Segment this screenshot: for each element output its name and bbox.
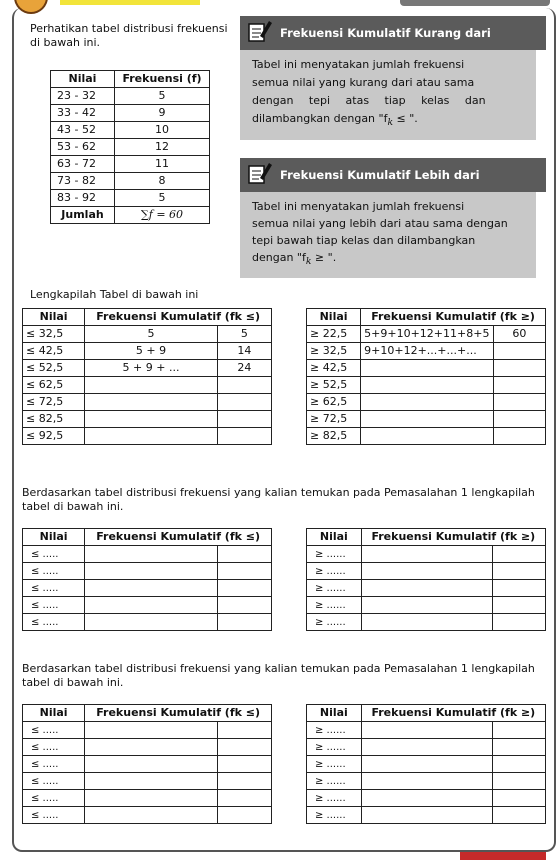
nilai-cell: ≥ ......: [307, 546, 362, 563]
blank-greater-table-2: [306, 704, 546, 824]
header-fk-ge: Frekuensi Kumulatif (fk ≥): [361, 309, 546, 326]
table-row: [307, 773, 546, 790]
pencil-notebook-icon: [246, 160, 272, 186]
blank-value-cell: [493, 773, 546, 790]
blank-value-cell: [493, 597, 546, 614]
header-fk-ge: Frekuensi Kumulatif (fk ≥): [361, 705, 545, 722]
nilai-cell: ≥ ......: [307, 563, 362, 580]
cumulative-value-cell: [493, 343, 545, 360]
box-greater-title: Frekuensi Kumulatif Lebih dari: [280, 168, 480, 182]
blank-value-cell: [493, 546, 546, 563]
nilai-cell: ≤ 82,5: [23, 411, 85, 428]
table-row: [51, 88, 210, 105]
header-fk-le: Frekuensi Kumulatif (fk ≤): [85, 529, 272, 546]
blank-less-table-2: [22, 704, 272, 824]
nilai-cell: ≥ 52,5: [307, 377, 361, 394]
box-greater-line-1: Tabel ini menyatakan jumlah frekuensi: [252, 200, 465, 213]
nilai-cell: 83 - 92: [51, 190, 115, 207]
box-less-header: [240, 16, 546, 50]
distribution-table: [50, 70, 210, 224]
nilai-cell: ≥ ......: [307, 722, 362, 739]
cumulative-value-cell: 14: [217, 343, 271, 360]
blank-value-cell: [217, 597, 271, 614]
instruction-2-line-2: tabel di bawah ini.: [22, 500, 124, 513]
header-strip-yellow: [60, 0, 200, 5]
table-row: [307, 546, 546, 563]
nilai-cell: ≤ .....: [23, 739, 85, 756]
cumulative-value-cell: [217, 428, 271, 445]
blank-sum-cell: [361, 790, 493, 807]
header-nilai: Nilai: [307, 309, 361, 326]
blank-sum-cell: [85, 614, 218, 631]
table-row: [51, 156, 210, 173]
table-row: [307, 580, 546, 597]
table-row: [307, 394, 546, 411]
table-row: [23, 343, 272, 360]
nilai-cell: 53 - 62: [51, 139, 115, 156]
blank-sum-cell: [361, 773, 493, 790]
nilai-cell: ≥ 82,5: [307, 428, 361, 445]
cumulative-value-cell: [493, 360, 545, 377]
cumulative-value-cell: [493, 394, 545, 411]
blank-value-cell: [217, 546, 271, 563]
blank-value-cell: [493, 807, 546, 824]
blank-sum-cell: [361, 580, 493, 597]
blank-sum-cell: [85, 597, 218, 614]
blank-value-cell: [493, 580, 546, 597]
box-greater-line-3: tepi bawah tiap kelas dan dilambangkan: [252, 234, 476, 247]
header-nilai: Nilai: [23, 705, 85, 722]
nilai-cell: 23 - 32: [51, 88, 115, 105]
nilai-cell: ≥ ......: [307, 597, 362, 614]
nilai-cell: ≤ .....: [23, 722, 85, 739]
frekuensi-cell: 5: [115, 88, 210, 105]
header-nilai: Nilai: [307, 529, 362, 546]
blank-value-cell: [217, 580, 271, 597]
nilai-cell: ≤ .....: [23, 597, 85, 614]
table-row: [23, 394, 272, 411]
table-row: [307, 360, 546, 377]
blank-value-cell: [217, 563, 271, 580]
nilai-cell: 43 - 52: [51, 122, 115, 139]
box-greater-body: Tabel ini menyatakan jumlah frekuensi semua nilai yang lebih dari atau sama dengan tepi bawah tiap kelas dan dilambangkan dengan "$f_k$ ≥ ".: [240, 192, 536, 278]
blank-sum-cell: [361, 597, 493, 614]
table-row: [307, 326, 546, 343]
box-greater-line-4: dengan "f: [252, 251, 306, 264]
box-less-line-3: dengan tepi atas tiap kelas dan: [252, 94, 486, 107]
table-row: [51, 122, 210, 139]
nilai-cell: ≤ 72,5: [23, 394, 85, 411]
table-row: [23, 756, 272, 773]
table-row: [23, 377, 272, 394]
blank-sum-cell: [361, 756, 493, 773]
cumulative-sum-cell: [85, 394, 218, 411]
table-row: [23, 546, 272, 563]
blank-sum-cell: [85, 546, 218, 563]
nilai-cell: ≤ .....: [23, 580, 85, 597]
blank-value-cell: [493, 722, 546, 739]
nilai-cell: ≤ .....: [23, 614, 85, 631]
table-row: [51, 105, 210, 122]
header-fk-le: Frekuensi Kumulatif (fk ≤): [85, 705, 272, 722]
total-label: Jumlah: [51, 207, 115, 224]
blank-sum-cell: [85, 807, 218, 824]
table-row: [23, 773, 272, 790]
header-fk-ge: Frekuensi Kumulatif (fk ≥): [361, 529, 545, 546]
cumulative-sum-cell: [85, 377, 218, 394]
frekuensi-cell: 9: [115, 105, 210, 122]
nilai-cell: ≤ 42,5: [23, 343, 85, 360]
blank-sum-cell: [85, 756, 218, 773]
blank-sum-cell: [85, 773, 218, 790]
blank-value-cell: [493, 739, 546, 756]
table-row: [23, 428, 272, 445]
cumulative-sum-cell: 5+9+10+12+11+8+5: [361, 326, 494, 343]
nilai-cell: ≥ 72,5: [307, 411, 361, 428]
blank-sum-cell: [361, 739, 493, 756]
table-row: [307, 597, 546, 614]
table-row: [51, 173, 210, 190]
blank-value-cell: [493, 563, 546, 580]
nilai-cell: 33 - 42: [51, 105, 115, 122]
blank-sum-cell: [361, 614, 493, 631]
cumulative-sum-cell: 9+10+12+...+...+...: [361, 343, 494, 360]
cumulative-value-cell: [493, 411, 545, 428]
nilai-cell: ≥ ......: [307, 790, 362, 807]
box-greater-line-2: semua nilai yang lebih dari atau sama dengan: [252, 217, 508, 230]
nilai-cell: ≤ .....: [23, 790, 85, 807]
nilai-cell: ≤ .....: [23, 563, 85, 580]
nilai-cell: 63 - 72: [51, 156, 115, 173]
blank-sum-cell: [85, 739, 218, 756]
cumulative-sum-cell: [361, 377, 494, 394]
table-row: [307, 790, 546, 807]
table-row: [23, 326, 272, 343]
table-row: [23, 411, 272, 428]
frekuensi-cell: 10: [115, 122, 210, 139]
nilai-cell: ≤ 32,5: [23, 326, 85, 343]
blank-value-cell: [217, 722, 271, 739]
total-value: ∑f = 60: [115, 207, 210, 224]
nilai-cell: ≥ 62,5: [307, 394, 361, 411]
table-row: [307, 411, 546, 428]
footer-badge: [460, 852, 546, 860]
intro-line-1: Perhatikan tabel distribusi frekuensi: [30, 22, 228, 35]
pencil-notebook-icon: [246, 18, 272, 44]
nilai-cell: ≤ .....: [23, 807, 85, 824]
cumulative-sum-cell: [85, 411, 218, 428]
blank-sum-cell: [85, 722, 218, 739]
blank-value-cell: [217, 739, 271, 756]
frekuensi-cell: 5: [115, 190, 210, 207]
table-row: [51, 190, 210, 207]
cumulative-sum-cell: 5: [85, 326, 218, 343]
nilai-cell: ≤ 62,5: [23, 377, 85, 394]
nilai-cell: ≤ .....: [23, 756, 85, 773]
header-frekuensi: Frekuensi (f): [115, 71, 210, 88]
table-row: [307, 722, 546, 739]
table-row: [307, 377, 546, 394]
blank-sum-cell: [361, 807, 493, 824]
nilai-cell: ≤ 52,5: [23, 360, 85, 377]
table-row: [23, 807, 272, 824]
blank-value-cell: [217, 773, 271, 790]
box-less-symbol: ≤ ".: [396, 112, 418, 125]
box-greater-symbol: ≥ ".: [314, 251, 337, 264]
nilai-cell: ≤ .....: [23, 773, 85, 790]
table-row: [23, 597, 272, 614]
table-row: [23, 360, 272, 377]
blank-value-cell: [493, 756, 546, 773]
table-row: [23, 722, 272, 739]
instruction-3-line-2: tabel di bawah ini.: [22, 676, 124, 689]
blank-less-table-1: [22, 528, 272, 631]
nilai-cell: ≥ 32,5: [307, 343, 361, 360]
blank-value-cell: [217, 756, 271, 773]
instruction-1: Lengkapilah Tabel di bawah ini: [30, 288, 199, 301]
cumulative-value-cell: [493, 377, 545, 394]
table-row: [307, 756, 546, 773]
nilai-cell: ≥ ......: [307, 580, 362, 597]
header-nilai: Nilai: [307, 705, 362, 722]
table-row: [23, 739, 272, 756]
box-less-line-4: dilambangkan dengan "f: [252, 112, 388, 125]
blank-sum-cell: [85, 790, 218, 807]
nilai-cell: 73 - 82: [51, 173, 115, 190]
blank-sum-cell: [85, 580, 218, 597]
intro-line-2: di bawah ini.: [30, 36, 101, 49]
cumulative-value-cell: 60: [493, 326, 545, 343]
blank-sum-cell: [361, 722, 493, 739]
table-row: [307, 428, 546, 445]
box-less-line-2: semua nilai yang kurang dari atau sama: [252, 76, 475, 89]
cumulative-sum-cell: [85, 428, 218, 445]
header-fk-le: Frekuensi Kumulatif (fk ≤): [85, 309, 272, 326]
cumulative-sum-cell: [361, 394, 494, 411]
box-less-line-1: Tabel ini menyatakan jumlah frekuensi: [252, 58, 465, 71]
blank-value-cell: [493, 790, 546, 807]
cumulative-greater-table: [306, 308, 546, 445]
instruction-3-line-1: Berdasarkan tabel distribusi frekuensi yang kalian temukan pada Pemasalahan 1 lengkapilah: [22, 662, 535, 675]
nilai-cell: ≤ .....: [23, 546, 85, 563]
blank-greater-table-1: [306, 528, 546, 631]
frekuensi-cell: 8: [115, 173, 210, 190]
table-row: [307, 343, 546, 360]
frekuensi-cell: 11: [115, 156, 210, 173]
box-less-title: Frekuensi Kumulatif Kurang dari: [280, 26, 491, 40]
table-row: [51, 139, 210, 156]
cumulative-value-cell: 5: [217, 326, 271, 343]
table-row: [307, 563, 546, 580]
blank-value-cell: [493, 614, 546, 631]
nilai-cell: ≥ ......: [307, 773, 362, 790]
frekuensi-cell: 12: [115, 139, 210, 156]
nilai-cell: ≥ 42,5: [307, 360, 361, 377]
cumulative-sum-cell: 5 + 9: [85, 343, 218, 360]
nilai-cell: ≥ ......: [307, 614, 362, 631]
header-nilai: Nilai: [23, 529, 85, 546]
table-row: [23, 790, 272, 807]
blank-value-cell: [217, 790, 271, 807]
cumulative-value-cell: [217, 411, 271, 428]
table-row: [307, 739, 546, 756]
cumulative-sum-cell: [361, 428, 494, 445]
nilai-cell: ≥ ......: [307, 739, 362, 756]
nilai-cell: ≥ ......: [307, 756, 362, 773]
cumulative-sum-cell: [361, 360, 494, 377]
cumulative-sum-cell: 5 + 9 + ...: [85, 360, 218, 377]
cumulative-value-cell: [217, 394, 271, 411]
blank-sum-cell: [361, 563, 493, 580]
table-row: [307, 807, 546, 824]
cumulative-value-cell: [217, 377, 271, 394]
blank-value-cell: [217, 807, 271, 824]
blank-value-cell: [217, 614, 271, 631]
nilai-cell: ≤ 92,5: [23, 428, 85, 445]
cumulative-value-cell: 24: [217, 360, 271, 377]
table-row: [23, 580, 272, 597]
cumulative-sum-cell: [361, 411, 494, 428]
header-nilai: Nilai: [51, 71, 115, 88]
header-nilai: Nilai: [23, 309, 85, 326]
box-less-body: Tabel ini menyatakan jumlah frekuensi semua nilai yang kurang dari atau sama dengan tepi atas tiap kelas dan dilambangkan dengan "$f_k$ ≤ ".: [240, 50, 536, 140]
table-row: [23, 614, 272, 631]
instruction-2-line-1: Berdasarkan tabel distribusi frekuensi yang kalian temukan pada Pemasalahan 1 lengkapilah: [22, 486, 535, 499]
box-greater-header: [240, 158, 546, 192]
header-strip-gray: [400, 0, 550, 6]
blank-sum-cell: [361, 546, 493, 563]
cumulative-less-table: [22, 308, 272, 445]
cumulative-value-cell: [493, 428, 545, 445]
blank-sum-cell: [85, 563, 218, 580]
table-row: [307, 614, 546, 631]
table-row: [23, 563, 272, 580]
nilai-cell: ≥ ......: [307, 807, 362, 824]
nilai-cell: ≥ 22,5: [307, 326, 361, 343]
